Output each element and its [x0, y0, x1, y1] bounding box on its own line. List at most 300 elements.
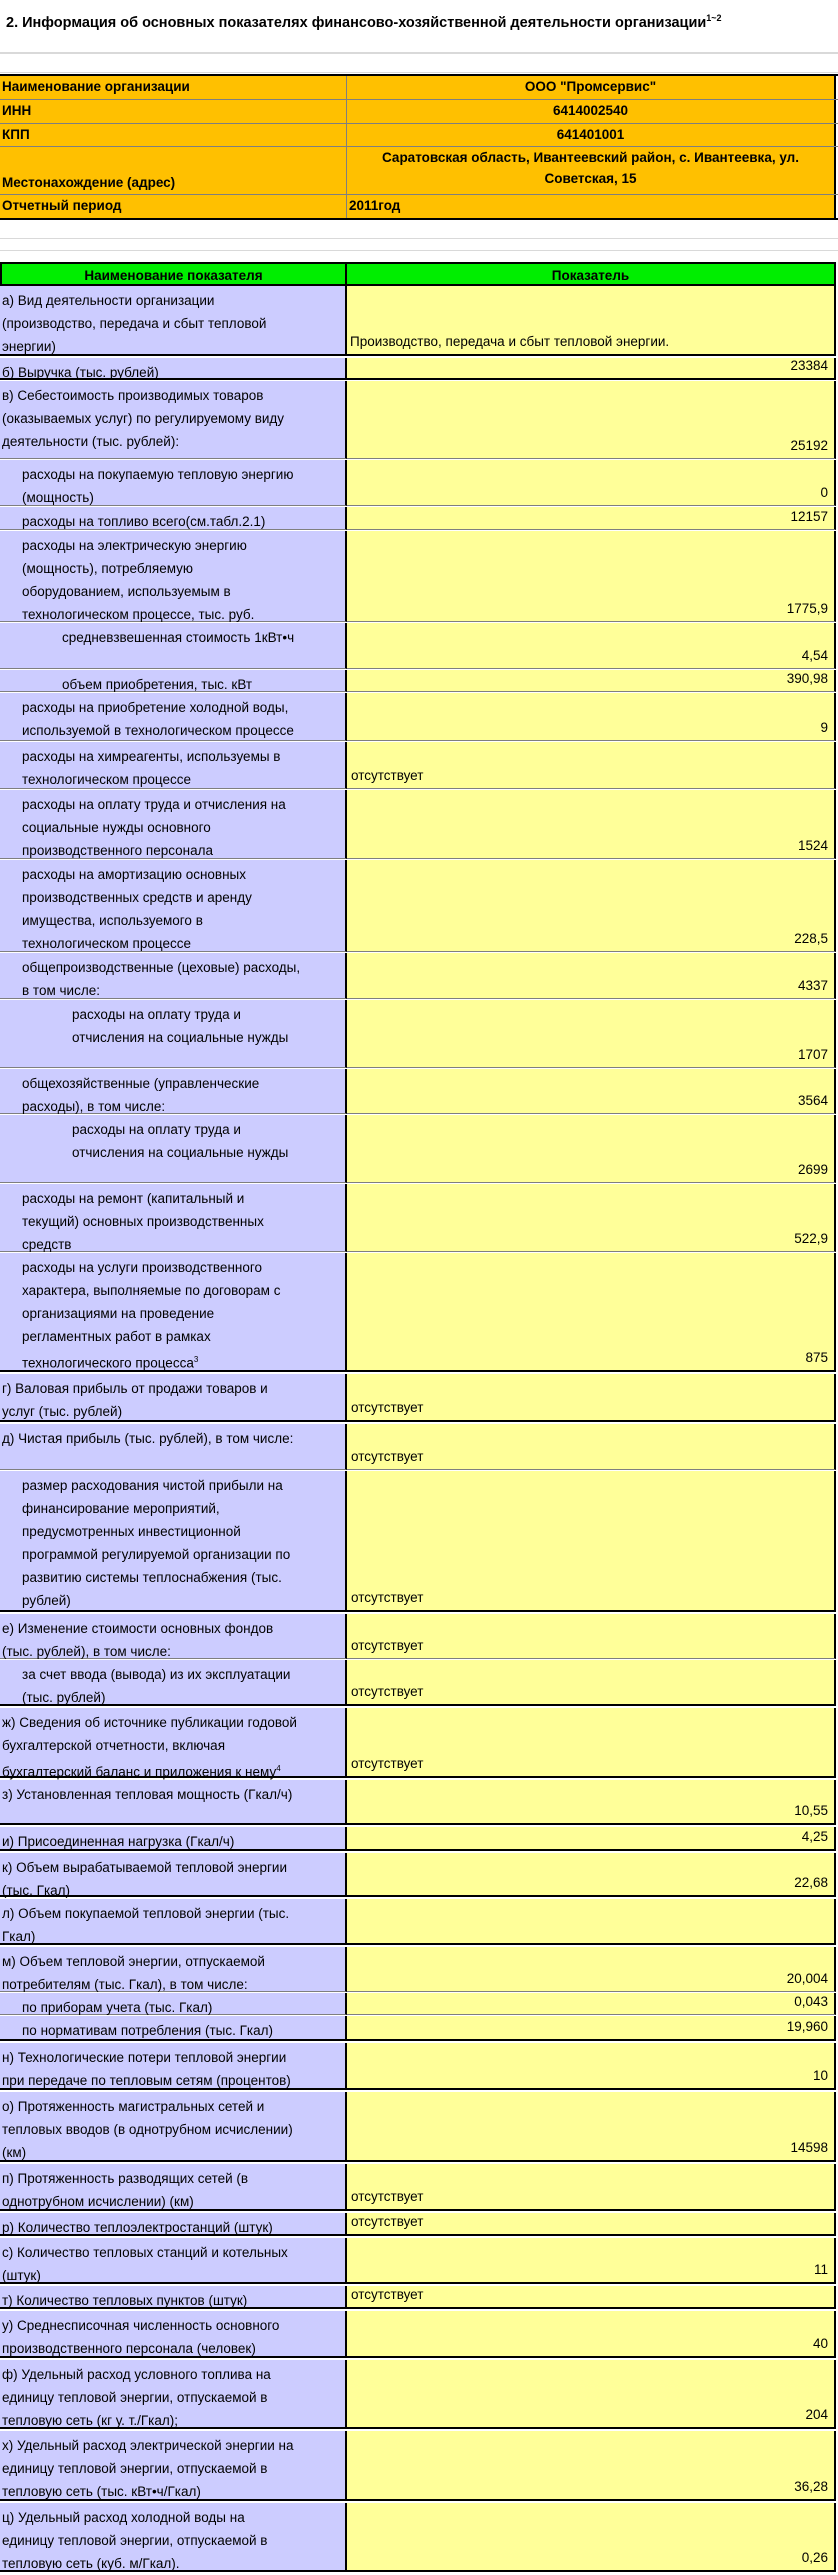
table-row — [0, 860, 838, 952]
indicator-value: 4,54 — [801, 648, 828, 663]
indicator-name-line: расходы на оплату труда и — [72, 1007, 241, 1022]
indicator-name — [22, 1474, 341, 1612]
indicator-name — [72, 1003, 341, 1049]
indicator-name-cell — [0, 2238, 347, 2284]
indicator-name — [2, 2434, 341, 2503]
indicator-name-line: в) Себестоимость производимых товаров — [2, 388, 264, 403]
table-row — [0, 460, 838, 506]
indicator-name-line: б) Выручка (тыс. рублей) — [2, 365, 159, 380]
indicator-name-line: развитию системы теплоснабжения (тыс. — [22, 1570, 282, 1585]
kpp-value: 641401001 — [556, 127, 625, 142]
table-row — [0, 2164, 838, 2211]
table-row — [0, 1424, 838, 1470]
indicator-name — [22, 863, 341, 955]
indicator-name-cell — [0, 2503, 347, 2572]
absent-value: отсутствует — [351, 768, 424, 783]
table-row — [0, 2286, 838, 2309]
indicator-name-cell — [0, 693, 347, 741]
org-name-label: Наименование организации — [2, 79, 190, 94]
indicator-name-line: средств — [22, 1237, 72, 1252]
indicator-value: 20,004 — [786, 1971, 828, 1986]
indicator-value: 23384 — [790, 358, 828, 373]
indicator-value-text: Производство, передача и сбыт тепловой энергии. — [350, 334, 670, 349]
indicator-value: 1524 — [797, 838, 828, 853]
title-superscript: 1~2 — [706, 13, 722, 23]
table-row — [0, 358, 838, 380]
indicator-value: 2699 — [797, 1162, 828, 1177]
indicator-value-cell — [347, 2043, 836, 2090]
table-row — [0, 1660, 838, 1706]
indicator-name-cell — [0, 1899, 347, 1945]
indicator-name-line: характера, выполняемые по договорам с — [22, 1283, 281, 1298]
table-row — [0, 623, 838, 669]
address-row — [0, 146, 838, 194]
table-row — [0, 742, 838, 789]
indicator-name-cell — [0, 286, 347, 356]
indicator-value-cell — [347, 2360, 836, 2429]
indicator-name — [2, 1617, 341, 1663]
table-row — [0, 953, 838, 999]
indicator-value: 0,26 — [801, 2550, 828, 2565]
indicator-name-line: (мощность), потребляемую — [22, 561, 194, 576]
indicator-value-cell — [347, 2213, 836, 2236]
indicator-name-line: при передаче по тепловым сетям (процентов) — [2, 2073, 291, 2088]
indicator-name-cell — [0, 2016, 347, 2041]
indicator-value: 1707 — [797, 1047, 828, 1062]
indicator-name-cell — [0, 1947, 347, 1992]
indicator-value-cell — [347, 1993, 836, 2015]
table-header — [0, 262, 838, 286]
table-row — [0, 381, 838, 459]
indicator-value-cell — [347, 1253, 836, 1372]
indicator-name — [2, 1783, 341, 1806]
indicator-name — [2, 1830, 341, 1853]
absent-value: отсутствует — [351, 1449, 424, 1464]
indicator-name-line: производственных средств и аренду — [22, 890, 252, 905]
table-row — [0, 1115, 838, 1183]
indicator-name-line: Гкал) — [2, 1929, 36, 1944]
indicator-name-line: имущества, используемого в — [22, 913, 203, 928]
indicator-name — [22, 1256, 341, 1375]
indicator-name-line: услуг (тыс. рублей) — [2, 1404, 123, 1419]
indicator-name-line: о) Протяженность магистральных сетей и — [2, 2099, 265, 2114]
indicator-name-line: по нормативам потребления (тыс. Гкал) — [22, 2023, 273, 2038]
table-row — [0, 1614, 838, 1659]
indicator-value-cell — [347, 507, 836, 530]
indicator-value-cell — [347, 860, 836, 952]
indicator-name-line: бухгалтерский баланс и приложения к нему$^4$ — [2, 1764, 281, 1780]
indicator-value-cell — [347, 1827, 836, 1851]
indicator-name-line: расходы на услуги производственного — [22, 1260, 262, 1275]
indicator-name-line: используемой в технологическом процессе — [22, 723, 294, 738]
indicator-name — [22, 2019, 341, 2042]
indicator-name — [2, 2216, 341, 2239]
indicator-value-cell — [347, 286, 836, 356]
indicator-name-cell — [0, 2431, 347, 2501]
indicator-name-cell — [0, 1069, 347, 1114]
indicator-name — [2, 2241, 341, 2287]
table-row — [0, 1853, 838, 1897]
indicator-value: 4,25 — [801, 1829, 828, 1844]
indicator-name-line: бухгалтерской отчетности, включая — [2, 1738, 226, 1753]
indicator-value: 228,5 — [794, 931, 828, 946]
address-value-line2: Советская, 15 — [544, 171, 637, 186]
indicator-name-cell — [0, 790, 347, 859]
indicator-name-line: у) Среднесписочная численность основного — [2, 2318, 280, 2333]
indicator-value-cell — [347, 2092, 836, 2162]
indicator-name — [2, 2167, 341, 2213]
table-row — [0, 2311, 838, 2358]
indicator-name-line: х) Удельный расход электрической энергии на — [2, 2438, 294, 2453]
indicator-value: 40 — [812, 2336, 828, 2351]
indicator-name-line: производственного персонала — [22, 843, 214, 858]
indicator-name-line: (производство, передача и сбыт тепловой — [2, 316, 267, 331]
indicator-name-line: (тыс. Гкал) — [2, 1883, 71, 1898]
indicator-value: 875 — [805, 1350, 828, 1365]
indicator-name — [2, 289, 341, 358]
indicator-name-line: тепловую сеть (кг у. т./Гкал); — [2, 2413, 178, 2428]
indicator-name — [2, 2095, 341, 2164]
indicator-value-cell — [347, 2286, 836, 2309]
indicator-name-line: т) Количество тепловых пунктов (штук) — [2, 2293, 248, 2308]
indicator-name-line: отчисления на социальные нужды — [72, 1030, 289, 1045]
indicator-name-cell — [0, 1000, 347, 1068]
indicator-name-cell — [0, 670, 347, 692]
indicator-name-line: расходы на покупаемую тепловую энергию — [22, 467, 294, 482]
indicator-value: 12157 — [790, 509, 828, 524]
indicator-value-cell — [347, 1780, 836, 1825]
indicator-name — [22, 1072, 341, 1118]
indicator-value-cell — [347, 2016, 836, 2041]
indicator-name-cell — [0, 1374, 347, 1422]
table-row — [0, 1993, 838, 2015]
period-value: 2011год — [349, 198, 401, 213]
indicator-name-cell — [0, 1853, 347, 1897]
indicator-name-line: общепроизводственные (цеховые) расходы, — [22, 960, 301, 975]
section-title — [0, 0, 838, 53]
indicator-name-cell — [0, 953, 347, 999]
indicator-name-line: общехозяйственные (управленческие — [22, 1076, 260, 1091]
table-row — [0, 1827, 838, 1851]
table-row — [0, 1899, 838, 1945]
table-row — [0, 1947, 838, 1992]
indicator-name — [22, 793, 341, 862]
indicator-name-line: д) Чистая прибыль (тыс. рублей), в том числе: — [2, 1431, 294, 1446]
indicator-value-cell — [347, 2431, 836, 2501]
indicator-name-line: (тыс. рублей) — [22, 1690, 106, 1705]
indicator-value-cell — [347, 1947, 836, 1992]
indicator-name — [22, 745, 341, 791]
indicator-name — [2, 2363, 341, 2432]
indicator-name-cell — [0, 623, 347, 669]
indicator-name-cell — [0, 860, 347, 952]
indicator-name-line: объем приобретения, тыс. кВт — [62, 677, 253, 692]
table-row — [0, 670, 838, 692]
indicator-name-line: расходы на топливо всего(см.табл.2.1) — [22, 514, 266, 529]
indicator-name-cell — [0, 1708, 347, 1778]
period-row — [0, 194, 838, 220]
table-row — [0, 2360, 838, 2429]
indicator-name-line: оборудованием, используемым в — [22, 584, 231, 599]
indicator-name-cell — [0, 2286, 347, 2309]
table-row — [0, 507, 838, 530]
indicator-name — [72, 1118, 341, 1164]
indicator-value: 3564 — [797, 1093, 828, 1108]
indicator-name-line: расходы на амортизацию основных — [22, 867, 247, 882]
absent-value: отсутствует — [351, 2189, 424, 2204]
indicator-value-cell — [347, 623, 836, 669]
indicator-name-cell — [0, 1614, 347, 1659]
indicator-value: 19,960 — [786, 2019, 828, 2034]
indicator-name-line: единицу тепловой энергии, отпускаемой в — [2, 2533, 268, 2548]
indicator-name-line: производственного персонала (человек) — [2, 2341, 256, 2356]
indicator-name-line: а) Вид деятельности организации — [2, 293, 215, 308]
indicator-name-cell — [0, 2092, 347, 2162]
indicator-name-cell — [0, 1115, 347, 1183]
indicator-name — [62, 626, 341, 649]
indicator-name-line: (тыс. рублей), в том числе: — [2, 1644, 171, 1659]
indicator-value-cell — [347, 1069, 836, 1114]
indicator-name-cell — [0, 358, 347, 380]
indicator-name-line: тепловую сеть (куб. м/Гкал). — [2, 2556, 180, 2571]
indicator-value: 0,043 — [794, 1994, 828, 2009]
indicator-name — [22, 956, 341, 1002]
indicator-value: 4337 — [797, 978, 828, 993]
indicator-value-cell — [347, 1614, 836, 1659]
indicator-name-line: средневзвешенная стоимость 1кВт•ч — [62, 630, 295, 645]
indicator-name-line: программой регулируемой организации по — [22, 1547, 291, 1562]
indicator-value: 36,28 — [794, 2479, 828, 2494]
table-row — [0, 693, 838, 741]
indicator-value-cell — [347, 531, 836, 622]
header-value: Показатель — [345, 262, 836, 286]
indicator-name-cell — [0, 460, 347, 506]
absent-value: отсутствует — [351, 1590, 424, 1605]
title-text: 2. Информация об основных показателях финансово-хозяйственной деятельности организации$^{1\sim 2}$ — [6, 13, 722, 31]
indicator-name-line: технологическом процессе — [22, 772, 191, 787]
absent-value: отсутствует — [351, 1638, 424, 1653]
indicator-name-line: текущий) основных производственных — [22, 1214, 264, 1229]
indicator-name-cell — [0, 2164, 347, 2211]
indicator-name — [2, 1427, 341, 1450]
indicator-name-line: расходы на оплату труда и — [72, 1122, 241, 1137]
indicator-name-line: з) Установленная тепловая мощность (Гкал/ч) — [2, 1787, 293, 1802]
indicator-name-cell — [0, 1660, 347, 1706]
indicator-name-line: (км) — [2, 2145, 27, 2160]
table-row — [0, 1708, 838, 1778]
indicator-name-line: л) Объем покупаемой тепловой энергии (тыс. — [2, 1906, 290, 1921]
indicator-value: 204 — [805, 2407, 828, 2422]
indicator-value-cell — [347, 1424, 836, 1470]
indicator-name-line: финансирование мероприятий, — [22, 1501, 220, 1516]
indicator-name-cell — [0, 1471, 347, 1612]
indicator-name-line: социальные нужды основного — [22, 820, 211, 835]
indicator-name-line: единицу тепловой энергии, отпускаемой в — [2, 2390, 268, 2405]
indicator-value-cell — [347, 1660, 836, 1706]
indicator-name-line: по приборам учета (тыс. Гкал) — [22, 2000, 213, 2015]
indicator-value-cell — [347, 1899, 836, 1945]
indicator-value: 10 — [812, 2068, 828, 2083]
indicator-name-cell — [0, 1827, 347, 1851]
indicator-name — [2, 384, 341, 453]
indicator-value-cell — [347, 1853, 836, 1897]
indicator-name-line: потребителям (тыс. Гкал), в том числе: — [2, 1977, 248, 1992]
indicator-name-line: технологическом процессе, тыс. руб. — [22, 607, 255, 622]
indicator-value-cell — [347, 2238, 836, 2284]
table-row — [0, 1069, 838, 1114]
kpp-row — [0, 123, 838, 146]
indicator-name-line: (мощность) — [22, 490, 94, 505]
indicator-name-line: энергии) — [2, 339, 56, 354]
period-label: Отчетный период — [2, 198, 122, 213]
indicator-name-line: за счет ввода (вывода) из их эксплуатации — [22, 1667, 291, 1682]
inn-label: ИНН — [2, 103, 32, 118]
table-row — [0, 1253, 838, 1372]
table-row — [0, 2016, 838, 2041]
indicator-name — [2, 1902, 341, 1948]
table-row — [0, 2092, 838, 2162]
indicator-name-line: расходы на ремонт (капитальный и — [22, 1191, 245, 1206]
indicator-value-cell — [347, 670, 836, 692]
indicator-name-line: р) Количество теплоэлектростанций (штук) — [2, 2220, 273, 2235]
indicator-name — [2, 2314, 341, 2360]
indicator-value: 10,55 — [794, 1803, 828, 1818]
indicator-value-cell — [347, 742, 836, 789]
indicator-value-cell — [347, 358, 836, 380]
address-value-line1: Саратовская область, Ивантеевский район, с. Ивантеевка, ул. — [382, 150, 799, 165]
indicator-value: 1775,9 — [786, 601, 828, 616]
kpp-label: КПП — [2, 127, 30, 142]
indicator-name-cell — [0, 1424, 347, 1470]
indicator-name-line: отчисления на социальные нужды — [72, 1145, 289, 1160]
indicator-name — [2, 2289, 341, 2312]
indicator-name-line: технологического процесса$^3$ — [22, 1355, 199, 1371]
indicator-name-line: е) Изменение стоимости основных фондов — [2, 1621, 274, 1636]
table-row — [0, 531, 838, 622]
indicator-name-line: технологическом процессе — [22, 936, 191, 951]
indicator-name-line: расходы на приобретение холодной воды, — [22, 700, 289, 715]
indicator-value-cell — [347, 2503, 836, 2572]
org-name-value: ООО "Промсервис" — [524, 79, 657, 94]
indicator-value: 11 — [813, 2262, 828, 2277]
indicator-name-line: расходы на химреагенты, используемы в — [22, 749, 281, 764]
table-row — [0, 1000, 838, 1068]
indicator-value-cell — [347, 953, 836, 999]
indicator-name — [22, 1187, 341, 1256]
indicator-name-line: регламентных работ в рамках — [22, 1329, 211, 1344]
table-row — [0, 1184, 838, 1252]
indicator-name — [22, 510, 341, 533]
indicator-name — [2, 1377, 341, 1423]
indicator-name-line: г) Валовая прибыль от продажи товаров и — [2, 1381, 268, 1396]
table-row — [0, 2431, 838, 2501]
inn-row — [0, 99, 838, 123]
indicator-value-cell — [347, 460, 836, 506]
indicator-name-line: с) Количество тепловых станций и котельных — [2, 2245, 288, 2260]
table-row — [0, 2213, 838, 2236]
indicator-value-cell — [347, 1708, 836, 1778]
indicator-name — [22, 534, 341, 626]
indicator-name-cell — [0, 2360, 347, 2429]
indicator-name-line: расходы на электрическую энергию — [22, 538, 247, 553]
indicator-name-line: ф) Удельный расход условного топлива на — [2, 2367, 271, 2382]
indicator-value-cell — [347, 1374, 836, 1422]
table-row — [0, 1471, 838, 1612]
indicator-name-cell — [0, 2311, 347, 2358]
indicator-name-cell — [0, 2213, 347, 2236]
indicator-value-cell — [347, 1000, 836, 1068]
indicator-name — [2, 1950, 341, 1996]
table-row — [0, 2238, 838, 2284]
indicator-value: 9 — [820, 720, 828, 735]
indicator-name — [2, 2506, 341, 2575]
footnote-mark: 3 — [193, 1355, 199, 1364]
indicator-name — [2, 1711, 341, 1784]
indicator-value-cell — [347, 1471, 836, 1612]
indicator-name — [22, 1663, 341, 1709]
indicator-name-line: в том числе: — [22, 983, 100, 998]
indicator-name-cell — [0, 1184, 347, 1252]
indicator-name-cell — [0, 1253, 347, 1372]
indicator-name-cell — [0, 742, 347, 789]
header-name: Наименование показателя — [0, 262, 347, 286]
indicator-name — [22, 463, 341, 509]
table-row — [0, 286, 838, 356]
indicator-name — [22, 696, 341, 742]
indicator-name-line: ж) Сведения об источнике публикации годовой — [2, 1715, 297, 1730]
indicator-name-line: м) Объем тепловой энергии, отпускаемой — [2, 1954, 265, 1969]
grid-line — [0, 238, 838, 239]
indicator-name-line: единицу тепловой энергии, отпускаемой в — [2, 2461, 268, 2476]
indicator-value: 25192 — [790, 438, 828, 453]
absent-value: отсутствует — [351, 1400, 424, 1415]
indicator-name-line: предусмотренных инвестиционной — [22, 1524, 241, 1539]
org-name-row — [0, 74, 838, 99]
footnote-mark: 4 — [276, 1764, 281, 1773]
indicator-name-line: расходы), в том числе: — [22, 1099, 166, 1114]
grid-line — [0, 72, 838, 73]
indicator-name-line: (штук) — [2, 2268, 41, 2283]
table-row — [0, 2503, 838, 2572]
absent-value: отсутствует — [351, 1684, 424, 1699]
indicator-name-cell — [0, 507, 347, 530]
indicator-name-line: ц) Удельный расход холодной воды на — [2, 2510, 245, 2525]
indicator-name-line: деятельности (тыс. рублей): — [2, 434, 180, 449]
indicator-name-line: и) Присоединенная нагрузка (Гкал/ч) — [2, 1834, 235, 1849]
indicator-name-cell — [0, 381, 347, 459]
grid-line — [0, 250, 838, 251]
table-row — [0, 1780, 838, 1825]
indicator-name-line: (оказываемых услуг) по регулируемому виду — [2, 411, 285, 426]
grid-line — [0, 53, 838, 54]
indicator-name-cell — [0, 1993, 347, 2015]
indicator-value: 390,98 — [786, 671, 828, 686]
indicator-name-line: организациями на проведение — [22, 1306, 215, 1321]
indicator-value: 0 — [820, 485, 828, 500]
indicator-name-cell — [0, 2043, 347, 2090]
indicator-name-line: размер расходования чистой прибыли на — [22, 1478, 283, 1493]
indicator-name-line: н) Технологические потери тепловой энергии — [2, 2050, 287, 2065]
indicator-name-line: тепловую сеть (тыс. кВт•ч/Гкал) — [2, 2484, 201, 2499]
absent-value: отсутствует — [351, 2214, 424, 2229]
indicator-name-cell — [0, 531, 347, 622]
indicator-name — [2, 1856, 341, 1902]
indicator-value-cell — [347, 693, 836, 741]
address-label: Местонахождение (адрес) — [2, 175, 176, 190]
indicator-value-cell — [347, 2311, 836, 2358]
inn-value: 6414002540 — [552, 103, 629, 118]
indicator-value-cell — [347, 1115, 836, 1183]
